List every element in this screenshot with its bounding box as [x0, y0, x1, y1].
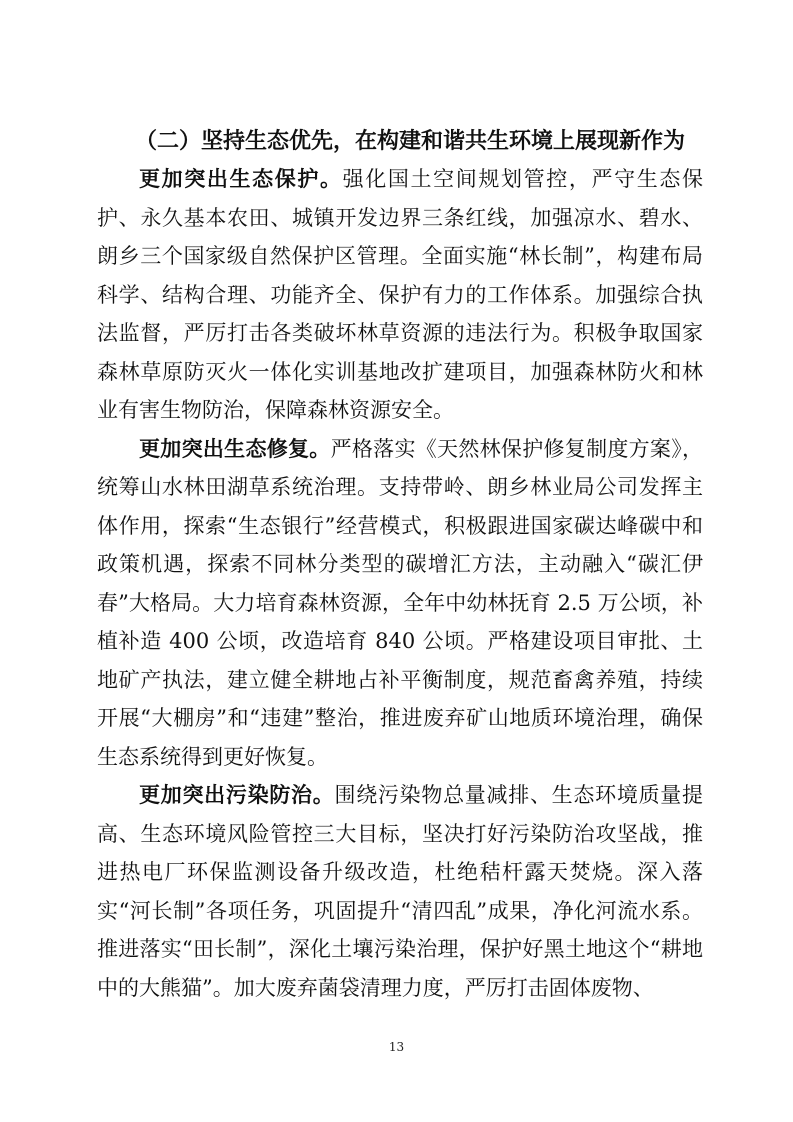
body-text	[97, 160, 703, 1007]
paragraph-lead: 更加突出污染防治。	[139, 782, 335, 807]
paragraph-text: 围绕污染物总量减排、生态环境质量提高、生态环境风险管控三大目标，坚决打好污染防治攻坚战，推进热电厂环保监测设备升级改造，杜绝秸杆露天焚烧。深入落实“河长制”各项任务，巩固提升“清四乱”成果，净化河流水系。推进落实“田长制”，深化土壤污染治理，保护好黑土地这个“耕地中的大熊猫”。加大废弃菌袋清理力度，严厉打击固体废物、	[97, 783, 704, 1000]
paragraph-lead: 更加突出生态修复。	[139, 435, 331, 461]
paragraph-ecological-restoration	[97, 430, 703, 777]
paragraph-text: 严格落实《天然林保护修复制度方案》，统筹山水林田湖草系统治理。支持带岭、朗乡林业局公司发挥主体作用，探索“生态银行”经营模式，积极跟进国家碳达峰碳中和政策机遇，探索不同林分类型的碳增汇方法，主动融入“碳汇伊春”大格局。大力培育森林资源，全年中幼林抚育 2.5 万公顷，补植补造 400 公顷，改造培育 840 公顷。严格建设项目审批、土地矿产执法，建立健全耕地占补平衡制度，规范畜禽养殖，持续开展“大棚房”和“违建”整治，推进废弃矿山地质环境治理，确保生态系统得到更好恢复。	[97, 436, 704, 769]
paragraph-text: 强化国土空间规划管控，严守生态保护、永久基本农田、城镇开发边界三条红线，加强凉水、碧水、朗乡三个国家级自然保护区管理。全面实施“林长制”，构建布局科学、结构合理、功能齐全、保护有力的工作体系。加强综合执法监督，严厉打击各类破坏林草资源的违法行为。积极争取国家森林草原防灭火一体化实训基地改扩建项目，加强森林防火和林业有害生物防治，保障森林资源安全。	[97, 167, 703, 422]
section-heading: （二）坚持生态优先，在构建和谐共生环境上展现新作为	[135, 128, 686, 154]
paragraph-ecological-protection	[97, 160, 703, 430]
page-number: 13	[388, 1040, 405, 1054]
paragraph-lead: 更加突出生态保护。	[139, 166, 343, 191]
paragraph-pollution-control	[97, 776, 703, 1007]
